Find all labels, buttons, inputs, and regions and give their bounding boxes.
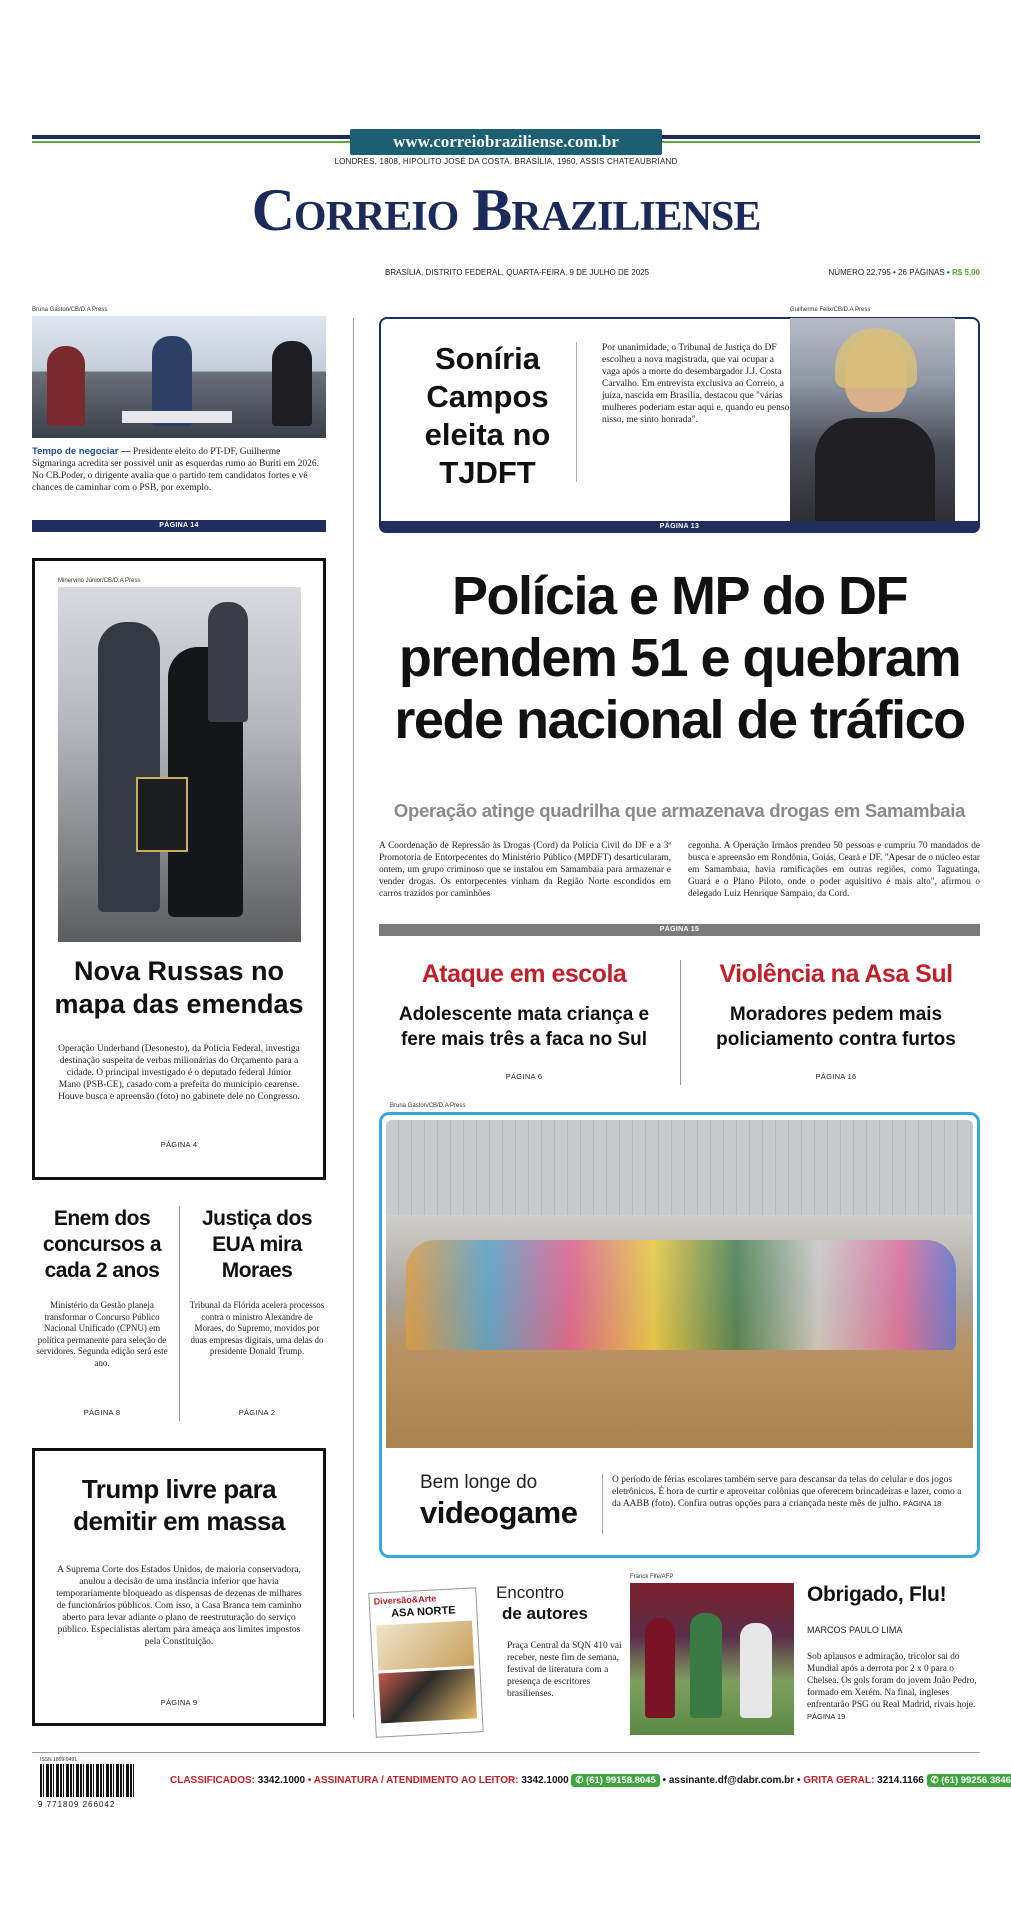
tv-studio-photo — [32, 316, 326, 438]
edition-price: R$ 5,00 — [951, 268, 980, 277]
photo-credit: Minervino Júnior/CB/D.A Press — [58, 578, 141, 584]
russas-headline[interactable]: Nova Russas no mapa das emendas — [54, 956, 304, 1019]
player-silhouette — [690, 1613, 722, 1718]
page-ref-15[interactable]: PÁGINA 15 — [379, 924, 980, 936]
whatsapp-icon: ✆ — [930, 1775, 939, 1786]
soniria-text: Por unanimidade, o Tribunal de Justiça do DF escolheu a nova magistrada, que vai ocupar a vaga após a morte do desembargador J.J. Costa Carvalho. Em entrevista exclusiva ao Correio, a juíza, nascida em Brasília, destacou que "várias mulheres poderiam estar aqui e, quando eu penso nisso, me sinto honrada". — [602, 343, 790, 425]
flu-text — [807, 1651, 977, 1723]
autores-text: Praça Central da SQN 410 vai receber, neste fim de semana, festival de literatura com a presença de escritores brasilienses. — [507, 1641, 622, 1699]
trump-text: A Suprema Corte dos Estados Unidos, de maioria conservadora, anulou a decisão de uma instância inferior que havia temporariamente bloqueado as dispensas de dezenas de milhares de funcionários públicos. Com isso, a Casa Branca tem caminho aberto para levar adiante o plano de reestruturação do serviço público. Especialistas alertam para ameaça aos limites impostos pela Constituição. — [56, 1565, 302, 1647]
soniria-headline[interactable]: Soníria Campos eleita no TJDFT — [424, 341, 551, 490]
cover-title: Diversão&Arte — [373, 1593, 437, 1607]
page-ref-13[interactable]: PÁGINA 13 — [379, 521, 980, 533]
divider — [602, 1474, 603, 1534]
gym-wall — [386, 1120, 973, 1215]
edition-info — [790, 268, 980, 277]
whatsapp-number-1: (61) 99158.8045 — [586, 1775, 656, 1786]
flu-page[interactable]: PÁGINA 19 — [807, 1712, 846, 1721]
russas-text: Operação Underhand (Desonesto), da Polícia Federal, investiga destinação suspeita de verbas milionárias do Orçamento para a cidade. O principal investigado é o deputado federal Júnior Mano (PSB-CE), casado com a prefeita do município cearense. Houve busca e apreensão (foto) no gabinete dele no Congresso. — [58, 1044, 300, 1102]
photo-credit: Bruna Gaston/CB/D.A Press — [32, 307, 108, 313]
main-subhead: Operação atinge quadrilha que armazenava drogas em Samambaia — [393, 800, 966, 821]
violencia-kicker: Violência na Asa Sul — [719, 960, 953, 988]
videogame-page[interactable]: PÁGINA 18 — [902, 1499, 942, 1508]
police-search-photo — [58, 587, 301, 942]
videogame-body: O período de férias escolares também serve para descansar da telas do celular e dos jogos eletrônicos. É hora de curtir e aproveitar colônias que oferecem brincadeiras e lazer, como a da AABB (foto). Confira outras opções para a criançada neste mês de julho. — [612, 1475, 962, 1509]
fluminense-photo — [630, 1583, 794, 1735]
grita-geral-phone[interactable]: 3214.1166 — [877, 1775, 924, 1786]
whatsapp-number-2: (61) 99256.3846 — [941, 1775, 1011, 1786]
whatsapp-icon: ✆ — [575, 1775, 584, 1786]
autores-kicker: Encontro — [496, 1583, 565, 1602]
russas-page[interactable]: PÁGINA 4 — [160, 1140, 198, 1149]
person-silhouette — [208, 602, 248, 722]
cover-art — [376, 1621, 474, 1671]
studio-desk — [122, 411, 232, 423]
ataque-kicker: Ataque em escola — [421, 960, 627, 988]
edition-number: NÚMERO 22.795 • 26 PÁGINAS • — [828, 268, 950, 277]
assinatura-phone[interactable]: 3342.1000 — [521, 1775, 569, 1786]
trump-page[interactable]: PÁGINA 9 — [160, 1698, 198, 1707]
divider — [680, 960, 681, 1085]
justica-text: Tribunal da Flórida acelera processos contra o ministro Alexandre de Moraes, do Supremo, movidos por duas empresas digitais, uma delas do presidente Donald Trump. — [189, 1300, 325, 1356]
divider — [576, 342, 577, 482]
main-body-col1: A Coordenação de Repressão às Drogas (Cord) da Polícia Civil do DF e a 3ª Promotoria de Entorpecentes do Ministério Público (MPDFT) desarticularam, ontem, um grupo criminoso que se instalou em Samambaia para armazenar e vender drogas. Os entorpecentes vinham da Região Norte escondidos em carros trazidos por caminhões — [379, 841, 671, 899]
issn-label: ISSN 1809-9491 — [40, 1757, 77, 1763]
founders-line: LONDRES, 1808, HIPÓLITO JOSÉ DA COSTA. BRASÍLIA, 1960, ASSIS CHATEAUBRIAND — [334, 157, 678, 166]
justica-headline[interactable]: Justiça dos EUA mira Moraes — [201, 1207, 313, 1282]
photo-credit: Franck Fife/AFP — [630, 1574, 674, 1580]
enem-text: Ministério da Gestão planeja transformar o Concurso Público Nacional Unificado (CPNU) em política permanente para seleção de servidores. Segunda edição será este ano. — [36, 1300, 168, 1368]
ataque-page[interactable]: PÁGINA 6 — [505, 1072, 543, 1081]
portrait-hair — [835, 328, 917, 388]
person-silhouette — [98, 622, 160, 912]
assinante-email[interactable]: • assinante.df@dabr.com.br • — [662, 1775, 801, 1786]
flu-body: Sob aplausos e admiração, tricolor sai do Mundial após a derrota por 2 x 0 para o Chelsea. Os gols foram do jovem João Pedro, formado em Xerém. Na final, ingleses enfrentarão PSG ou Real Madrid, rivais hoje. — [807, 1652, 977, 1710]
violencia-headline[interactable]: Moradores pedem mais policiamento contra furtos — [716, 1004, 956, 1050]
flu-headline[interactable]: Obrigado, Flu! — [807, 1583, 947, 1606]
trump-headline[interactable]: Trump livre para demitir em massa — [73, 1474, 285, 1536]
portrait-body — [815, 418, 935, 531]
main-body-col2: cegonha. A Operação Irmãos prendeu 50 pessoas e cumpriu 70 mandados de busca e apreensão em Rondônia, Goiás, Ceará e DF. "Apesar de o núcleo estar em Samambaia, havia ramificações em outras regiões, como Taguatinga, Guará e o Plano Piloto, onde o poder aquisitivo é mais alto", afirmou o delegado Luiz Henrique Sampaio, da Cord. — [688, 841, 980, 899]
masthead-logo: Correio Braziliense — [251, 177, 761, 243]
barcode — [40, 1764, 136, 1797]
photo-credit: Bruna Gaston/CB/D.A Press — [390, 1103, 466, 1109]
violencia-page[interactable]: PÁGINA 16 — [815, 1072, 857, 1081]
cover-photos — [379, 1668, 477, 1723]
flu-byline: MARCOS PAULO LIMA — [807, 1625, 903, 1635]
kids-colony-photo — [386, 1120, 973, 1448]
main-headline[interactable]: Polícia e MP do DF prendem 51 e quebram rede nacional de tráfico — [394, 566, 965, 750]
site-url[interactable]: www.correiobraziliense.com.br — [350, 129, 662, 155]
soniria-photo — [790, 318, 955, 531]
group-of-children — [406, 1240, 956, 1350]
dateline: BRASÍLIA, DISTRITO FEDERAL, QUARTA-FEIRA, 9 DE JULHO DE 2025 — [385, 268, 650, 277]
classificados-phone[interactable]: 3342.1000 — [257, 1775, 306, 1786]
videogame-text — [612, 1474, 962, 1510]
ataque-headline[interactable]: Adolescente mata criança e fere mais três a faca no Sul — [398, 1004, 650, 1050]
divider — [179, 1206, 180, 1421]
player-silhouette — [645, 1618, 675, 1718]
grita-geral-label: GRITA GERAL: — [803, 1775, 875, 1786]
column-divider — [353, 318, 354, 1718]
tempo-negociar-body: Presidente eleito do PT-DF, Guilherme Sigmaringa acredita ser possível unir as esquerdas rumo ao Buriti em 2026. No CB.Poder, o dirigente avalia que o partido tem candidatos fortes e vê chances de caminhar com o PSB, por exemplo. — [32, 447, 320, 493]
footer-contacts — [170, 1774, 1011, 1787]
footer-rule — [32, 1752, 980, 1753]
whatsapp-pill-1[interactable] — [571, 1774, 659, 1787]
photo-credit: Guilherme Felix/CB/D.A Press — [790, 307, 871, 313]
videogame-kicker: Bem longe do — [420, 1472, 538, 1493]
videogame-headline[interactable]: videogame — [420, 1495, 578, 1530]
classificados-label: CLASSIFICADOS: — [170, 1775, 255, 1786]
enem-page[interactable]: PÁGINA 8 — [83, 1408, 121, 1417]
cover-subtitle: ASA NORTE — [390, 1604, 456, 1620]
diversao-arte-cover[interactable] — [368, 1587, 483, 1737]
page-ref-14[interactable]: PÁGINA 14 — [32, 520, 326, 532]
tempo-negociar-kicker: Tempo de negociar — — [32, 446, 131, 457]
barcode-digits: 9 771809 266042 — [38, 1800, 116, 1809]
player-silhouette — [740, 1623, 772, 1718]
person-silhouette — [272, 341, 312, 426]
evidence-bag — [136, 777, 188, 852]
justica-page[interactable]: PÁGINA 2 — [238, 1408, 276, 1417]
person-silhouette — [47, 346, 85, 426]
tempo-negociar-text — [32, 446, 326, 494]
whatsapp-pill-2[interactable] — [927, 1774, 1011, 1787]
enem-headline[interactable]: Enem dos concursos a cada 2 anos — [42, 1207, 162, 1282]
autores-headline[interactable]: de autores — [502, 1604, 588, 1623]
assinatura-label: • ASSINATURA / ATENDIMENTO AO LEITOR: — [307, 1775, 519, 1786]
